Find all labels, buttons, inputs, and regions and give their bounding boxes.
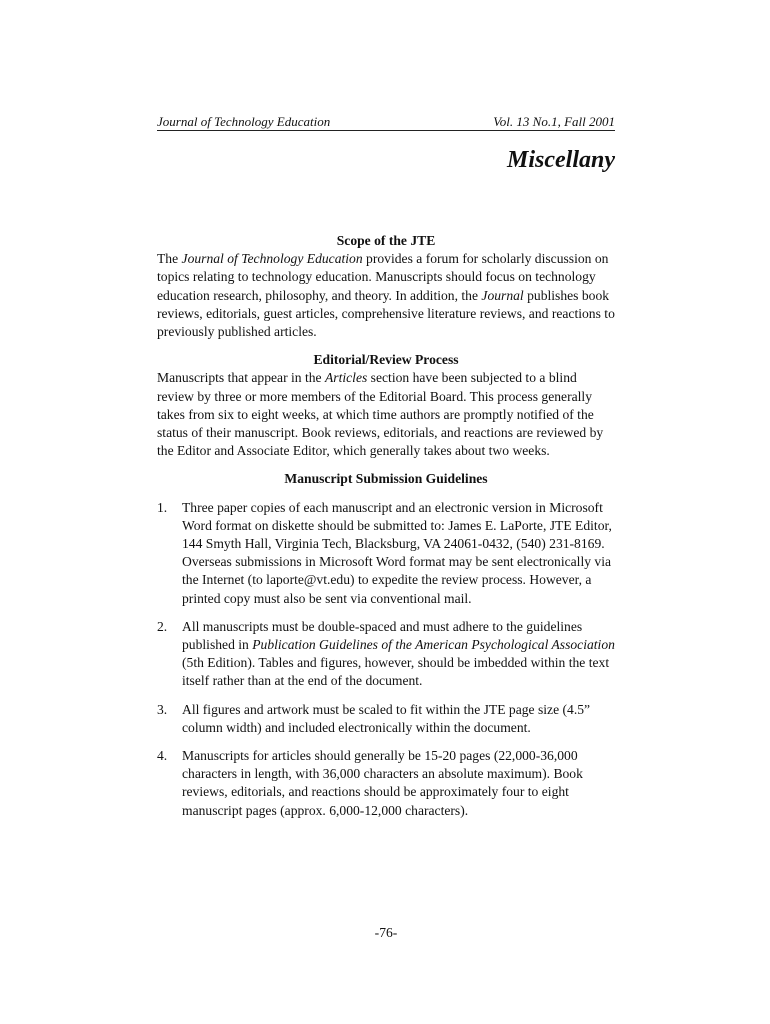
- guidelines-list: [157, 499, 615, 820]
- editorial-heading: Editorial/Review Process: [313, 352, 459, 368]
- list-item: 3. All figures and artwork must be scaled to fit within the JTE page size (4.5” column width) and included electronically within the document.: [157, 701, 591, 735]
- journal-name: Journal of Technology Education: [157, 114, 331, 129]
- scope-heading: Scope of the JTE: [336, 233, 436, 248]
- section-title: Miscellany: [507, 147, 615, 173]
- editorial-paragraph: Manuscripts that appear in the Articles section have been subjected to a blind review by three or more members of the Editorial Board. This process generally takes from six to eight weeks, at which time authors are promptly notified of the status of their manuscript. Book reviews, editorials, and reactions are reviewed by the Editor and Associate Editor, which generally takes about two weeks.: [157, 370, 604, 459]
- list-item: 1. Three paper copies of each manuscript and an electronic version in Microsoft Word format on diskette should be submitted to: James E. LaPorte, JTE Editor, 144 Smyth Hall, Virginia Tech, Blacksburg, VA 24061-0432, (540) 231-8169. Overseas submissions in Microsoft Word format may be sent electronically via the Internet (to laporte@vt.edu) to expedite the review process. However, a printed copy must also be sent via conventional mail.: [157, 499, 612, 606]
- scope-paragraph: The Journal of Technology Education provides a forum for scholarly discussion on topics relating to technology education. Manuscripts should focus on technology education research, philosophy, and theory. In addition, the Journal publishes book reviews, editorials, guest articles, comprehensive literature reviews, and reactions to previously published articles.: [157, 251, 615, 340]
- page-number: -76-: [374, 925, 398, 940]
- guidelines-heading: Manuscript Submission Guidelines: [284, 471, 488, 487]
- running-header: [157, 114, 615, 131]
- list-item: 2. All manuscripts must be double-spaced and must adhere to the guidelines published in Publication Guidelines of the American Psychological Association (5th Edition). Tables and figures, however, should be imbedded within the text itself rather than at the end of the document.: [157, 618, 615, 689]
- list-item: 4. Manuscripts for articles should generally be 15-20 pages (22,000-36,000 characters in length, with 36,000 characters an absolute maximum). Book reviews, editorials, and reactions should be approximately four to eight manuscript pages (approx. 6,000-12,000 characters).: [157, 748, 583, 818]
- page-content: [157, 232, 615, 830]
- issue-info: Vol. 13 No.1, Fall 2001: [493, 114, 615, 129]
